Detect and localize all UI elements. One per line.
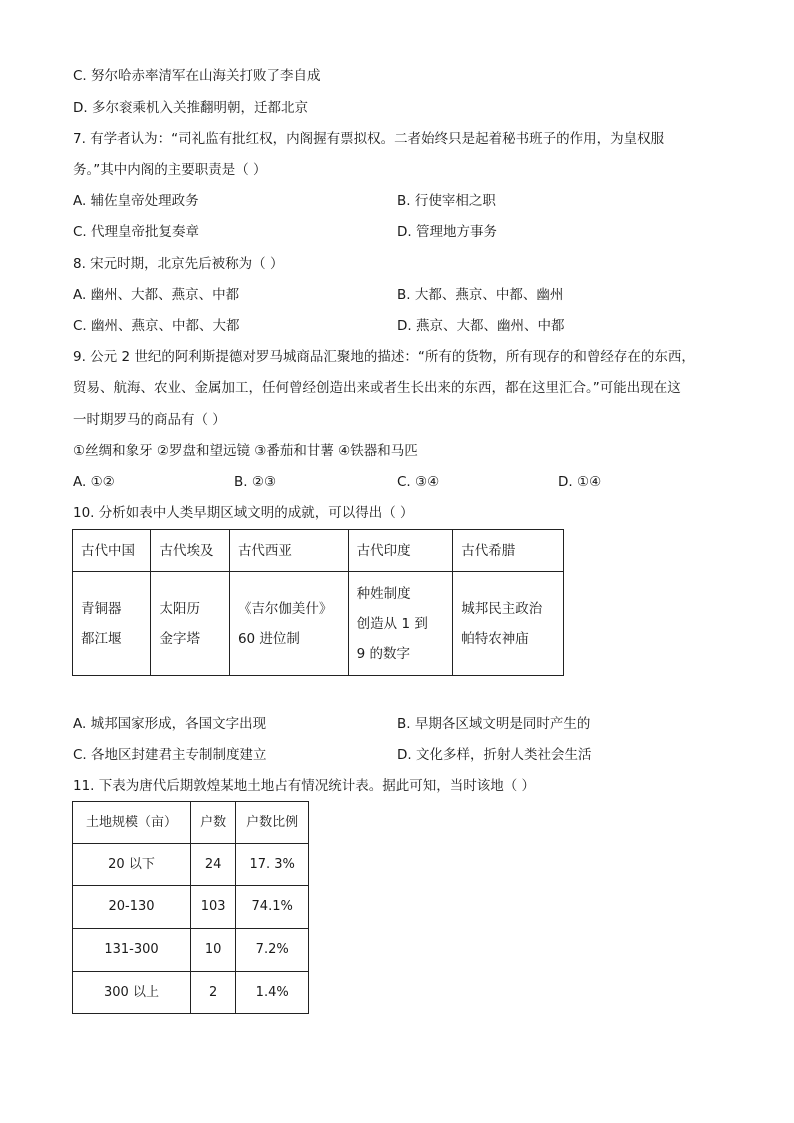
q10-cell-india: 种姓制度 创造从 1 到 9 的数字 [348,572,453,676]
q8-option-d: D. 燕京、大都、幽州、中都 [397,318,565,334]
q10-header-china: 古代中国 [73,530,151,572]
q10-cell-egypt: 太阳历 金字塔 [151,572,229,676]
q9-stem-line3: 一时期罗马的商品有（ ） [73,412,226,428]
q11-stem: 11. 下表为唐代后期敦煌某地土地占有情况统计表。据此可知，当时该地（ ） [73,778,536,794]
q10-option-b: B. 早期各区域文明是同时产生的 [397,716,591,732]
q7-stem-line2: 务。”其中内阁的主要职责是（ ） [73,162,267,178]
q7-option-c: C. 代理皇帝批复奏章 [73,224,200,240]
q8-option-c: C. 幽州、燕京、中都、大都 [73,318,240,334]
q10-header-greece: 古代希腊 [453,530,564,572]
q11-header-households: 户数 [191,802,236,844]
table-row: 300 以上 2 1.4% [73,972,309,1014]
q11-table [72,801,309,1014]
q10-cell-west-asia: 《吉尔伽美什》 60 进位制 [229,572,348,676]
table-row: 20-130 103 74.1% [73,886,309,929]
q10-header-west-asia: 古代西亚 [229,530,348,572]
q11-header-land-size: 土地规模（亩） [73,802,191,844]
q10-header-india: 古代印度 [348,530,453,572]
q9-items: ①丝绸和象牙 ②罗盘和望远镜 ③番茄和甘薯 ④铁器和马匹 [73,443,418,459]
q7-option-b: B. 行使宰相之职 [397,193,496,209]
q7-stem-line1: 7. 有学者认为：“司礼监有批红权，内阁握有票拟权。二者始终只是起着秘书班子的作用，为皇权服 [73,131,665,147]
q8-option-b: B. 大都、燕京、中都、幽州 [397,287,564,303]
table-row: 20 以下 24 17. 3% [73,844,309,886]
q9-option-c: C. ③④ [397,474,440,490]
q6-option-d: D. 多尔衮乘机入关推翻明朝，迁都北京 [73,100,308,116]
q10-option-a: A. 城邦国家形成，各国文字出现 [73,716,267,732]
q10-option-c: C. 各地区封建君主专制制度建立 [73,747,267,763]
q7-option-a: A. 辅佐皇帝处理政务 [73,193,199,209]
table-row: 131-300 10 7.2% [73,929,309,972]
q7-option-d: D. 管理地方事务 [397,224,497,240]
q10-header-egypt: 古代埃及 [151,530,229,572]
q9-stem-line1: 9. 公元 2 世纪的阿利斯提德对罗马城商品汇聚地的描述：“所有的货物，所有现存的和曾经存在的东西， [73,349,695,365]
q9-option-d: D. ①④ [558,474,602,490]
q9-stem-line2: 贸易、航海、农业、金属加工，任何曾经创造出来或者生长出来的东西，都在这里汇合。”可能出现在这 [73,380,681,396]
q10-cell-greece: 城邦民主政治 帕特农神庙 [453,572,564,676]
q8-stem: 8. 宋元时期，北京先后被称为（ ） [73,256,284,272]
q10-table [72,529,564,676]
q8-option-a: A. 幽州、大都、燕京、中都 [73,287,240,303]
q10-option-d: D. 文化多样，折射人类社会生活 [397,747,592,763]
q9-option-b: B. ②③ [234,474,277,490]
q9-option-a: A. ①② [73,474,115,490]
q10-cell-china: 青铜器 都江堰 [73,572,151,676]
q10-stem: 10. 分析如表中人类早期区域文明的成就，可以得出（ ） [73,505,414,521]
q11-header-ratio: 户数比例 [236,802,309,844]
q6-option-c: C. 努尔哈赤率清军在山海关打败了李自成 [73,68,321,84]
